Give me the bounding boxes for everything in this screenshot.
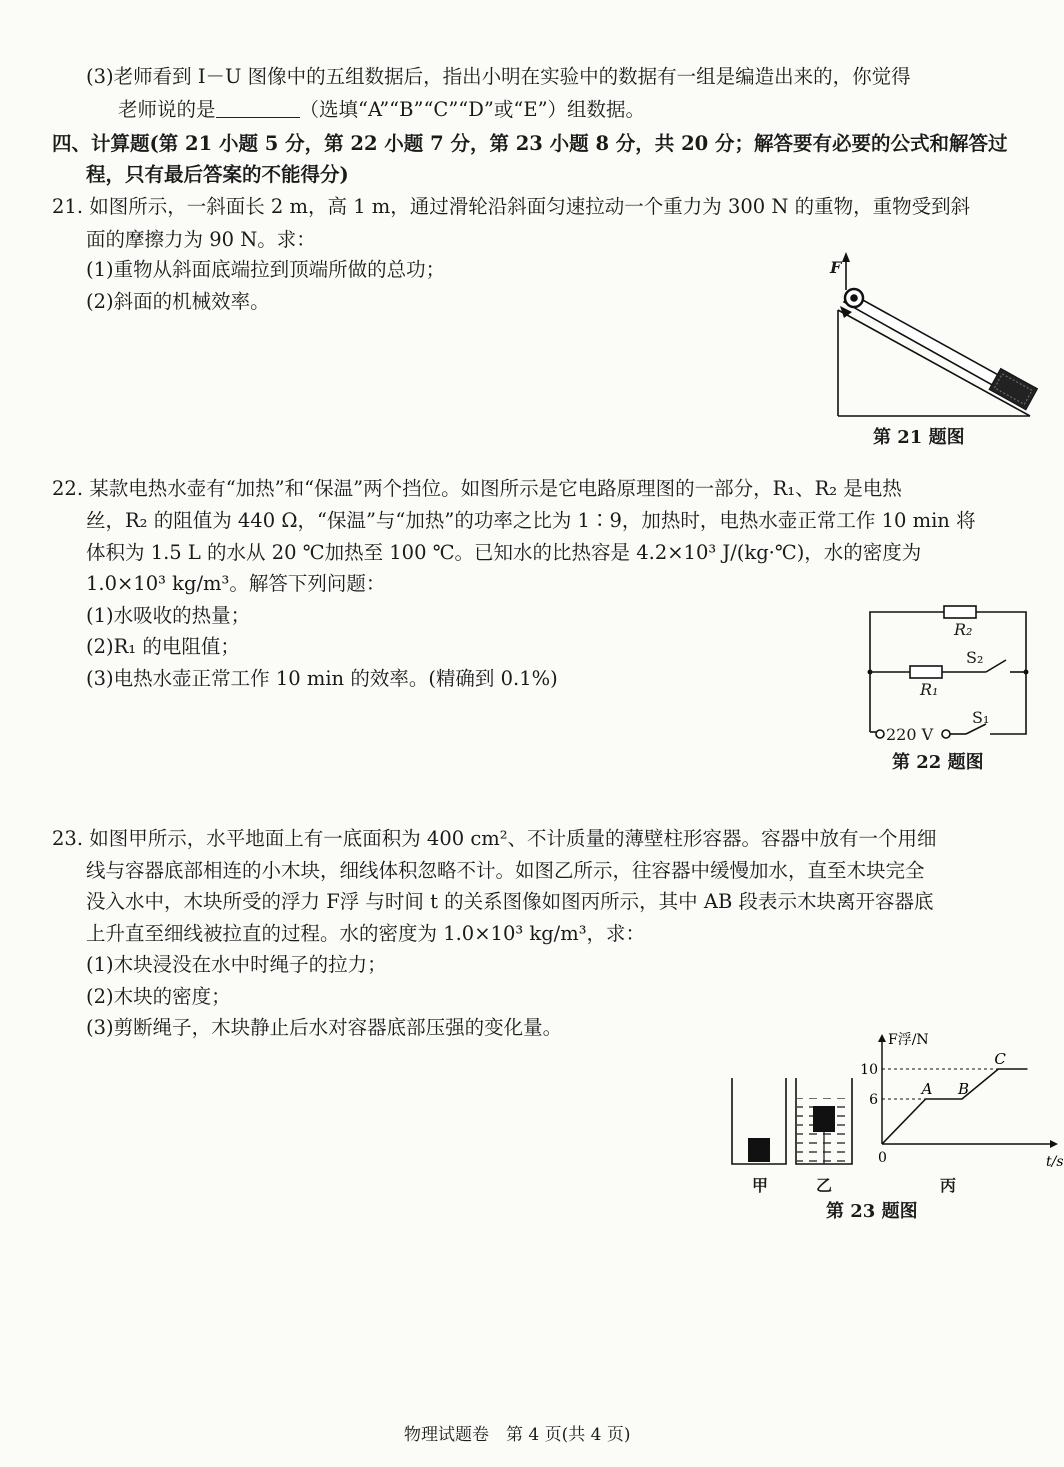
y-axis-arrow-icon: [878, 1034, 886, 1042]
q23-sub1: (1)木块浸没在水中时绳子的拉力；: [86, 953, 387, 976]
page-footer: 物理试题卷 第 4 页(共 4 页): [404, 1425, 631, 1445]
q22-sub2: (2)R₁ 的电阻值；: [86, 635, 240, 658]
q22-line2: 丝，R₂ 的阻值为 440 Ω，“保温”与“加热”的功率之比为 1∶9，加热时，电热水壶正常工作 10 min 将: [86, 509, 976, 532]
q23-line2: 线与容器底部相连的小木块，细线体积忽略不计。如图乙所示，往容器中缓慢加水，直至木块完全: [86, 859, 925, 882]
force-label: F: [830, 258, 842, 277]
q22-caption: 第 22 题图: [892, 752, 984, 773]
r1-label: R₁: [920, 680, 939, 699]
node-right: [1024, 670, 1029, 675]
q3-line2-post: （选填“A”“B”“C”“D”或“E”）组数据。: [299, 98, 646, 121]
f-t-chart: [856, 1032, 1064, 1170]
q3-line1: (3)老师看到 I－U 图像中的五组数据后，指出小明在实验中的数据有一组是编造出来的，你觉得: [86, 65, 911, 88]
point-label-C: C: [994, 1050, 1006, 1068]
q22-sub3: (3)电热水壶正常工作 10 min 的效率。(精确到 0.1%): [86, 667, 558, 690]
wood-block-yi: [813, 1106, 835, 1132]
force-arrow-icon: [842, 252, 850, 262]
origin-label: 0: [878, 1150, 887, 1166]
q22-line4: 1.0×10³ kg/m³。解答下列问题：: [86, 572, 386, 595]
s2-label: S₂: [966, 648, 984, 667]
container-jia: [730, 1076, 790, 1168]
q23-sub2: (2)木块的密度；: [86, 985, 231, 1008]
y-tick-10: 10: [860, 1062, 878, 1078]
terminal-left: [876, 730, 884, 738]
q23-line1: 23. 如图甲所示，水平地面上有一底面积为 400 cm²、不计质量的薄壁柱形容器。容器中放有一个用细: [52, 827, 937, 850]
voltage-label: 220 V: [886, 725, 934, 744]
label-bing: 丙: [940, 1176, 957, 1195]
q23-caption: 第 23 题图: [826, 1201, 918, 1222]
q21-caption: 第 21 题图: [873, 427, 965, 448]
node-left: [868, 670, 873, 675]
y-tick-6: 6: [869, 1092, 878, 1108]
container-yi: [794, 1076, 856, 1168]
q23-line3: 没入水中，木块所受的浮力 F浮 与时间 t 的关系图像如图丙所示，其中 AB 段表示木块离开容器底: [86, 890, 934, 913]
point-label-B: B: [958, 1080, 970, 1098]
q23-sub3: (3)剪断绳子，木块静止后水对容器底部压强的变化量。: [86, 1016, 563, 1039]
q22-sub1: (1)水吸收的热量；: [86, 604, 251, 627]
label-jia: 甲: [752, 1176, 769, 1195]
y-axis-label: F浮/N: [888, 1032, 929, 1048]
q21-sub1: (1)重物从斜面底端拉到顶端所做的总功；: [86, 258, 446, 281]
answer-blank[interactable]: [216, 99, 300, 118]
q3-line2: [118, 97, 645, 123]
q22-circuit: [862, 600, 1042, 740]
x-axis-arrow-icon: [1050, 1140, 1058, 1148]
series-line: [882, 1069, 1027, 1144]
section4-heading-line2: 程，只有最后答案的不能得分): [86, 163, 349, 186]
q3-line2-pre: 老师说的是: [118, 98, 216, 121]
slope-hypotenuse: [838, 310, 1030, 416]
q22-line3: 体积为 1.5 L 的水从 20 ℃加热至 100 ℃。已知水的比热容是 4.2×10³ J/(kg·℃)，水的密度为: [86, 541, 922, 564]
q21-line1: 21. 如图所示，一斜面长 2 m，高 1 m，通过滑轮沿斜面匀速拉动一个重力为 300 N 的重物，重物受到斜: [52, 195, 971, 218]
r2-label: R₂: [954, 620, 973, 639]
point-label-A: A: [921, 1080, 933, 1098]
wood-block-jia: [748, 1138, 770, 1162]
terminal-right: [942, 730, 950, 738]
r1-resistor: [910, 666, 942, 678]
q21-sub2: (2)斜面的机械效率。: [86, 290, 270, 313]
pulley-axle: [851, 295, 857, 301]
q21-figure: [820, 250, 1060, 420]
q21-line2: 面的摩擦力为 90 N。求：: [86, 228, 316, 251]
section4-heading-line1: 四、计算题(第 21 小题 5 分，第 22 小题 7 分，第 23 小题 8 分，共 20 分；解答要有必要的公式和解答过: [52, 132, 1008, 155]
x-axis-label: t/s: [1046, 1154, 1064, 1170]
r2-resistor: [944, 606, 976, 618]
label-yi: 乙: [816, 1176, 833, 1195]
s1-label: S₁: [972, 708, 990, 727]
q22-line1: 22. 某款电热水壶有“加热”和“保温”两个挡位。如图所示是它电路原理图的一部分，R₁、R₂ 是电热: [52, 477, 902, 500]
s2-switch: [986, 660, 1006, 672]
q23-line4: 上升直至细线被拉直的过程。水的密度为 1.0×10³ kg/m³，求：: [86, 922, 646, 945]
